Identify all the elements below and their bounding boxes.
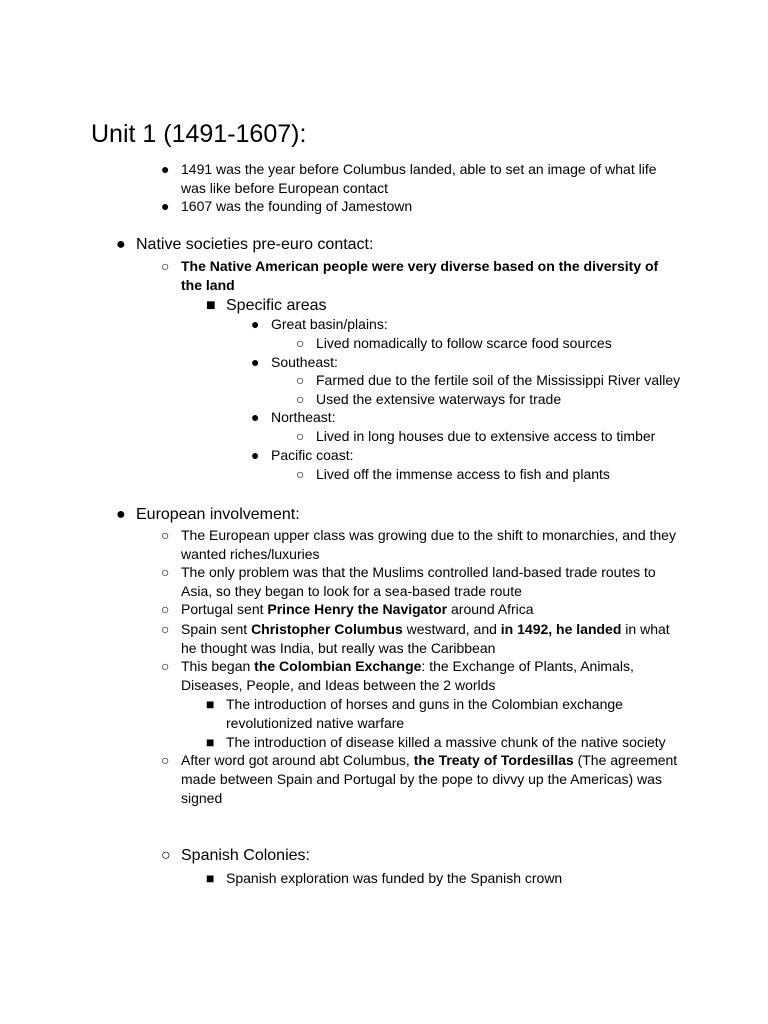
- bullet-marker: ○: [161, 847, 171, 864]
- bullet-marker: ●: [251, 409, 260, 425]
- list-item: [161, 563, 681, 601]
- bullet-marker: ○: [161, 658, 170, 674]
- list-item-text: [181, 658, 634, 693]
- text-segment: Spain sent: [181, 621, 252, 637]
- list-item-text: [271, 354, 338, 370]
- list-item-text: [316, 335, 612, 351]
- bullet-marker: ○: [161, 601, 170, 617]
- list-item-text: [136, 236, 373, 253]
- bold-text: the Treaty of Tordesillas: [413, 752, 574, 768]
- list-item: [161, 160, 681, 198]
- bullet-marker: ●: [116, 236, 126, 253]
- bullet-marker: ●: [161, 198, 170, 214]
- text-segment: Lived off the immense access to fish and plants: [316, 466, 610, 482]
- bullet-marker: ○: [161, 527, 170, 543]
- list-item: [161, 600, 681, 619]
- bullet-marker: ●: [116, 506, 126, 523]
- list-item-text: [226, 734, 666, 750]
- list-item: [161, 620, 681, 658]
- text-segment: Lived in long houses due to extensive access to timber: [316, 428, 656, 444]
- text-segment: After word got around abt Columbus,: [181, 752, 414, 768]
- list-item-text: [271, 409, 336, 425]
- text-segment: Northeast:: [271, 409, 336, 425]
- text-segment: westward, and: [402, 621, 501, 637]
- text-segment: Lived nomadically to follow scarce food sources: [316, 335, 612, 351]
- list-item: [296, 465, 716, 484]
- list-item-text: [226, 696, 623, 731]
- list-item: [161, 846, 681, 866]
- list-item-text: [181, 621, 670, 656]
- list-item: [116, 505, 696, 525]
- text-segment: The introduction of disease killed a massive chunk of the native society: [226, 734, 666, 750]
- bullet-marker: ○: [296, 466, 305, 482]
- bullet-marker: ○: [161, 752, 170, 768]
- bullet-marker: ●: [251, 354, 260, 370]
- text-segment: The European upper class was growing due to the shift to monarchies, and they wanted riches/luxuries: [181, 527, 676, 562]
- list-item: [251, 315, 691, 334]
- page-title: Unit 1 (1491-1607):: [91, 120, 307, 148]
- text-segment: Farmed due to the fertile soil of the Mississippi River valley: [316, 372, 681, 388]
- bullet-marker: ●: [251, 316, 260, 332]
- list-item: [296, 334, 716, 353]
- list-item-text: [181, 161, 657, 196]
- bold-text: The Native American people were very diverse based on the diversity of the land: [181, 258, 659, 293]
- list-item-text: [181, 258, 658, 293]
- bullet-marker: ●: [251, 447, 260, 463]
- text-segment: 1491 was the year before Columbus landed, able to set an image of what life was like before European contact: [181, 161, 657, 196]
- bullet-marker: ○: [161, 564, 170, 580]
- bullet-marker: ■: [206, 870, 215, 886]
- list-item: [161, 257, 681, 295]
- bullet-marker: ■: [206, 696, 215, 712]
- text-segment: : the Exchange of Plants, Animals, Diseases, People, and Ideas between the 2 worlds: [181, 658, 634, 693]
- text-segment: Great basin/plains:: [271, 316, 388, 332]
- text-segment: Pacific coast:: [271, 447, 354, 463]
- bullet-marker: ○: [296, 335, 305, 351]
- text-segment: Used the extensive waterways for trade: [316, 391, 562, 407]
- text-segment: Portugal sent: [181, 601, 268, 617]
- list-item: [206, 733, 686, 752]
- bullet-marker: ○: [161, 258, 170, 274]
- text-segment: (The agreement made between Spain and Portugal by the pope to divvy up the Americas) was signed: [181, 752, 678, 806]
- list-item: [206, 869, 686, 888]
- list-item: [161, 197, 681, 216]
- bold-text: in 1492, he landed: [500, 621, 622, 637]
- bullet-marker: ○: [296, 428, 305, 444]
- list-item: [296, 371, 716, 390]
- text-segment: in what he thought was India, but really was the Caribbean: [181, 621, 670, 656]
- bold-text: the Colombian Exchange: [254, 658, 422, 674]
- list-item: [161, 751, 681, 808]
- list-item-text: [271, 447, 353, 463]
- bullet-marker: ■: [206, 297, 216, 314]
- list-item: [251, 408, 691, 427]
- list-item: [161, 526, 681, 564]
- text-segment: Southeast:: [271, 354, 338, 370]
- list-item-text: [226, 297, 327, 314]
- list-item: [206, 695, 666, 733]
- text-segment: Native societies pre-euro contact:: [136, 236, 374, 253]
- bullet-marker: ○: [161, 621, 170, 637]
- list-item-text: [316, 428, 655, 444]
- text-segment: 1607 was the founding of Jamestown: [181, 198, 413, 214]
- list-item: [251, 353, 691, 372]
- text-segment: The introduction of horses and guns in the Colombian exchange revolutionized native warfare: [226, 696, 623, 731]
- list-item-text: [181, 198, 412, 214]
- list-item-text: [181, 847, 310, 864]
- text-segment: around Africa: [447, 601, 534, 617]
- bullet-marker: ○: [296, 372, 305, 388]
- list-item: [206, 296, 686, 316]
- bullet-marker: ■: [206, 734, 215, 750]
- list-item-text: [316, 391, 561, 407]
- list-item-text: [226, 870, 562, 886]
- list-item-text: [181, 564, 656, 599]
- text-segment: The only problem was that the Muslims controlled land-based trade routes to Asia, so they began to look for a sea-based trade route: [181, 564, 656, 599]
- list-item: [296, 427, 716, 446]
- text-segment: Spanish Colonies:: [181, 847, 310, 864]
- text-segment: This began: [181, 658, 255, 674]
- list-item-text: [181, 752, 677, 806]
- text-segment: European involvement:: [136, 506, 300, 523]
- list-item-text: [316, 372, 680, 388]
- list-item-text: [181, 601, 534, 617]
- text-segment: Specific areas: [226, 297, 327, 314]
- bold-text: Christopher Columbus: [251, 621, 403, 637]
- bullet-marker: ○: [296, 391, 305, 407]
- list-item-text: [136, 506, 300, 523]
- list-item: [116, 235, 696, 255]
- bullet-marker: ●: [161, 161, 170, 177]
- text-segment: Spanish exploration was funded by the Spanish crown: [226, 870, 563, 886]
- list-item: [251, 446, 691, 465]
- list-item-text: [181, 527, 676, 562]
- list-item-text: [316, 466, 610, 482]
- list-item: [161, 657, 681, 695]
- bold-text: Prince Henry the Navigator: [267, 601, 448, 617]
- list-item: [296, 390, 716, 409]
- list-item-text: [271, 316, 388, 332]
